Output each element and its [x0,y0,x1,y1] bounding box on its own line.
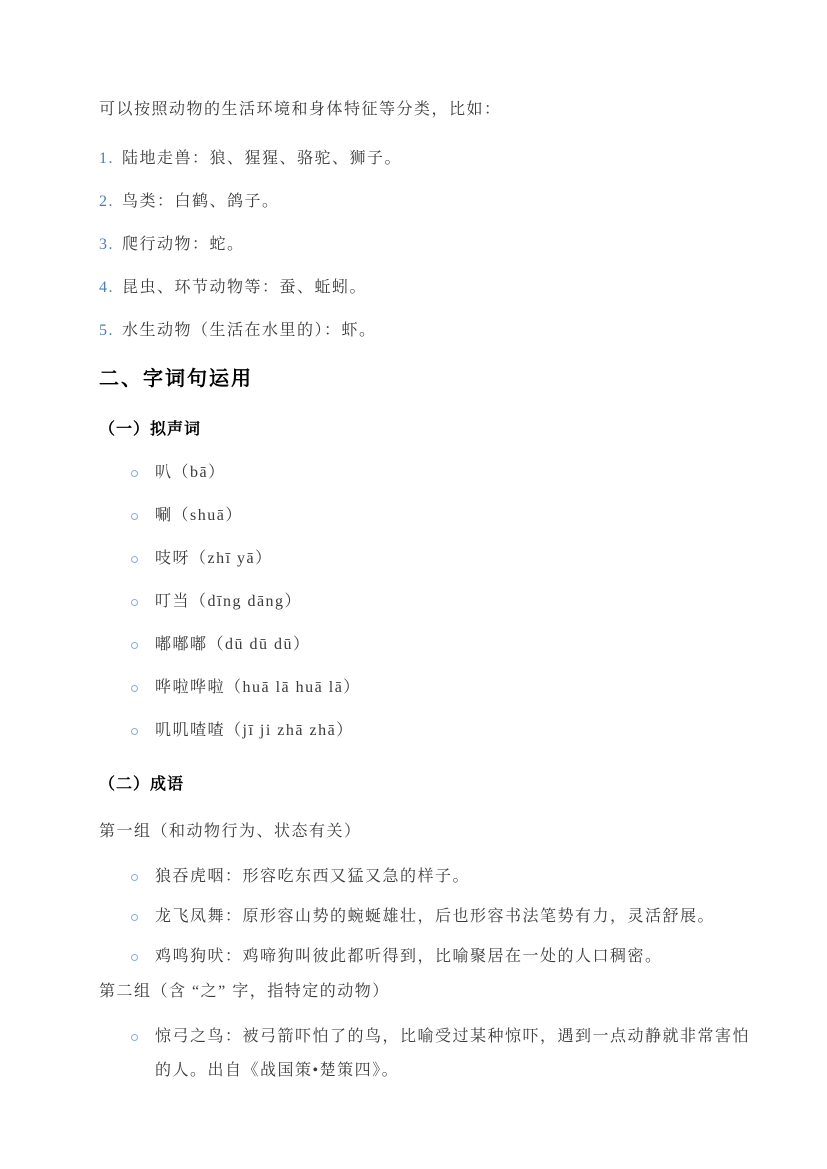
list-item-text: 陆地走兽：狼、猩猩、骆驼、狮子。 [122,150,403,167]
list-item-text: 鸡鸣狗吠：鸡啼狗叫彼此都听得到，比喻聚居在一处的人口稠密。 [155,948,663,965]
bullet-ring-icon [131,728,138,735]
list-item-text: 嘟嘟嘟（dū dū dū） [155,636,311,653]
list-number: 5. [99,322,114,339]
list-number: 1. [99,150,114,167]
list-number: 3. [99,236,114,253]
list-item-text: 昆虫、环节动物等：蚕、蚯蚓。 [122,279,368,296]
bullet-ring-icon [131,1034,138,1041]
idiom-group2-list [99,1020,770,1088]
list-item [131,940,765,974]
list-number: 2. [99,193,114,210]
list-item-text: 吱呀（zhī yā） [155,550,273,567]
list-item [131,1020,765,1088]
idiom-group2-label: 第二组（含 “之” 字，指特定的动物） [99,983,390,1000]
list-item [131,628,765,662]
idiom-group1-label: 第一组（和动物行为、状态有关） [99,823,362,840]
list-item [131,456,765,490]
list-item [99,147,770,171]
list-item-text: 狼吞虎咽：形容吃东西又猛又急的样子。 [155,868,471,885]
list-item-text: 鸟类：白鹤、鸽子。 [122,193,280,210]
onomatopoeia-list [99,456,770,748]
subsection-idioms-heading: （二）成语 [99,776,185,793]
animal-classification-list [99,147,770,343]
list-item [99,190,770,214]
bullet-ring-icon [131,874,138,881]
intro-paragraph: 可以按照动物的生活环境和身体特征等分类，比如： [99,101,502,118]
list-item [131,542,765,576]
bullet-ring-icon [131,556,138,563]
bullet-ring-icon [131,685,138,692]
list-item-text: 叮当（dīng dāng） [155,593,303,610]
list-item [131,714,765,748]
idiom-group1-list [99,860,770,974]
list-item-text: 惊弓之鸟：被弓箭吓怕了的鸟，比喻受过某种惊吓，遇到一点动静就非常害怕的人。出自《战国策•楚策四》。 [155,1028,751,1079]
bullet-ring-icon [131,914,138,921]
bullet-ring-icon [131,470,138,477]
section-heading: 二、字词句运用 [99,368,253,390]
bullet-ring-icon [131,513,138,520]
list-number: 4. [99,279,114,296]
bullet-ring-icon [131,599,138,606]
list-item [131,900,765,934]
list-item [131,499,765,533]
list-item [99,319,770,343]
subsection-onomatopoeia-heading: （一）拟声词 [99,421,202,438]
list-item-text: 龙飞凤舞：原形容山势的蜿蜒雄壮，后也形容书法笔势有力，灵活舒展。 [155,908,716,925]
bullet-ring-icon [131,954,138,961]
list-item-text: 叭（bā） [155,464,226,481]
list-item [99,233,770,257]
list-item [131,671,765,705]
list-item [131,860,765,894]
list-item [131,585,765,619]
list-item-text: 哗啦哗啦（huā lā huā lā） [155,679,361,696]
list-item-text: 爬行动物：蛇。 [122,236,245,253]
list-item-text: 水生动物（生活在水里的）：虾。 [122,322,377,339]
list-item-text: 叽叽喳喳（jī ji zhā zhā） [155,722,354,739]
list-item-text: 唰（shuā） [155,507,243,524]
bullet-ring-icon [131,642,138,649]
list-item [99,276,770,300]
